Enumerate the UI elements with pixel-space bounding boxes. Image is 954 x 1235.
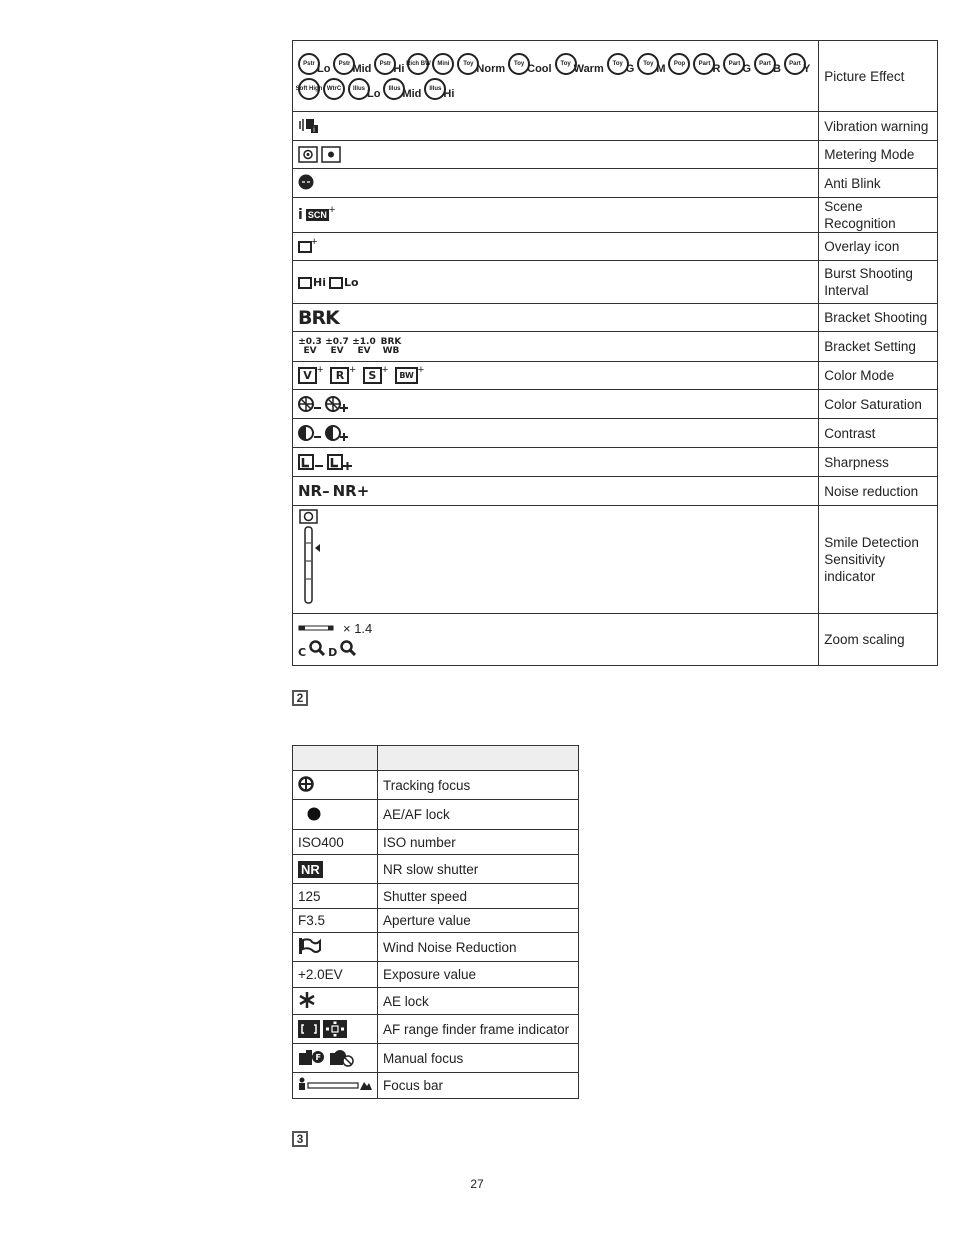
picture-effect-icon <box>348 78 380 100</box>
picture-effect-icon <box>637 53 665 75</box>
nr-minus-label: NR– <box>298 482 330 500</box>
nr-badge: NR <box>298 861 323 878</box>
table-row <box>293 614 938 666</box>
smile-detection-icon <box>293 506 819 614</box>
saturation-minus-icon <box>298 395 322 413</box>
table-row <box>293 390 938 419</box>
exposure-value: +2.0EV <box>293 962 378 988</box>
table-row <box>293 304 938 332</box>
bracket-setting-item: ±0.3 EV <box>298 336 322 356</box>
svg-text:F: F <box>315 1053 321 1062</box>
picture-effect-main-label: Toy <box>637 53 659 75</box>
color-mode-label: BW <box>395 367 417 384</box>
overlay-icon: + <box>293 233 819 261</box>
picture-effect-sub-label: Lo <box>317 62 331 75</box>
row-description: Color Saturation <box>819 390 938 419</box>
row-description: Burst Shooting Interval <box>819 261 938 304</box>
row-description: Manual focus <box>378 1044 579 1073</box>
bracket-setting-icons <box>293 332 819 362</box>
bracket-label: BRK <box>298 306 339 329</box>
zoom-letter-d: D <box>328 645 338 659</box>
table-row <box>293 506 938 614</box>
table-row <box>293 362 938 390</box>
picture-effect-main-label: Pstr <box>298 53 320 75</box>
color-saturation-icons <box>293 390 819 419</box>
vibration-warning-icon <box>293 112 819 141</box>
bracket-setting-item: ±0.7 EV <box>325 336 349 356</box>
manual-focus-lock-icon <box>329 1049 357 1067</box>
table-row <box>293 909 579 933</box>
row-description: Tracking focus <box>378 771 579 800</box>
aperture-value: F3.5 <box>293 909 378 933</box>
header-cell <box>378 746 579 771</box>
zoom-value: × 1.4 <box>343 620 373 636</box>
row-description: Exposure value <box>378 962 579 988</box>
picture-effect-main-label: WtrC <box>323 78 345 100</box>
row-description: NR slow shutter <box>378 855 579 884</box>
table-row <box>293 962 579 988</box>
picture-effect-icon <box>754 53 781 75</box>
zoom-letter-c: C <box>298 645 307 659</box>
picture-effect-main-label: Toy <box>607 53 629 75</box>
color-mode-icon: BW + <box>395 367 424 384</box>
wind-noise-reduction-icon <box>293 933 378 962</box>
row-description: Wind Noise Reduction <box>378 933 579 962</box>
color-mode-icons <box>293 362 819 390</box>
picture-effect-main-label: Toy <box>457 53 479 75</box>
picture-effect-icons <box>293 41 819 112</box>
shutter-speed-value: 125 <box>293 884 378 909</box>
picture-effect-icon <box>457 53 505 75</box>
multi-metering-icon <box>298 146 318 163</box>
bracket-shooting-icon <box>293 304 819 332</box>
picture-effect-icon <box>508 53 551 75</box>
color-mode-label: S <box>363 367 382 384</box>
header-cell <box>293 746 378 771</box>
row-description: Noise reduction <box>819 477 938 506</box>
svg-text:i: i <box>313 125 315 134</box>
table-row <box>293 419 938 448</box>
sharpness-icons <box>293 448 819 477</box>
table-row <box>293 800 579 830</box>
picture-effect-icon <box>668 53 690 75</box>
picture-effect-sub-label: R <box>712 62 721 75</box>
picture-effect-icon <box>407 53 429 75</box>
picture-effect-icon <box>784 53 810 75</box>
picture-effect-icon <box>383 78 421 100</box>
row-description: Sharpness <box>819 448 938 477</box>
picture-effect-sub-label: Norm <box>476 62 506 75</box>
row-description: Color Mode <box>819 362 938 390</box>
picture-effect-sub-label: G <box>625 62 635 75</box>
magnifier-icon <box>340 640 356 656</box>
picture-effect-icon <box>693 53 720 75</box>
picture-effect-main-label: Pstr <box>333 53 355 75</box>
burst-lo-icon <box>329 277 343 289</box>
picture-effect-icon <box>295 78 323 100</box>
row-description: ISO number <box>378 830 579 855</box>
picture-effect-sub-label: Cool <box>527 62 552 75</box>
nr-plus-label: NR+ <box>332 482 370 500</box>
contrast-plus-icon <box>325 424 349 442</box>
anti-blink-icon <box>293 169 819 198</box>
table-row <box>293 198 938 233</box>
picture-effect-main-label: Rich BW <box>407 53 429 75</box>
picture-effect-main-label: Toy <box>555 53 577 75</box>
saturation-plus-icon <box>325 395 349 413</box>
picture-effect-icon <box>432 53 454 75</box>
table-row <box>293 477 938 506</box>
display-indicator-table-1 <box>292 40 938 666</box>
sharpness-plus-icon <box>327 453 353 471</box>
picture-effect-sub-label: Hi <box>393 62 405 75</box>
af-frame-multi-icon <box>323 1020 347 1038</box>
table-row <box>293 169 938 198</box>
row-description: Anti Blink <box>819 169 938 198</box>
table-row <box>293 771 579 800</box>
table-row <box>293 855 579 884</box>
picture-effect-icon <box>723 53 751 75</box>
row-description: Metering Mode <box>819 141 938 169</box>
row-description: Aperture value <box>378 909 579 933</box>
ae-af-lock-icon <box>293 800 378 830</box>
burst-hi-icon <box>298 277 312 289</box>
sharpness-minus-icon <box>298 453 324 471</box>
picture-effect-main-label: Soft High <box>298 78 320 100</box>
tracking-focus-icon <box>293 771 378 800</box>
color-mode-label: R <box>330 367 349 384</box>
ae-lock-icon <box>293 988 378 1015</box>
picture-effect-main-label: Part <box>784 53 806 75</box>
row-description: Vibration warning <box>819 112 938 141</box>
color-mode-icon: S + <box>363 367 388 384</box>
row-description: AE/AF lock <box>378 800 579 830</box>
af-frame-center-icon <box>298 1020 320 1038</box>
section-number-2: 2 <box>292 690 308 706</box>
picture-effect-main-label: Illus <box>424 78 446 100</box>
picture-effect-sub-label: M <box>656 62 666 75</box>
magnifier-icon <box>309 640 325 656</box>
picture-effect-icon <box>323 78 345 100</box>
scene-recognition-icon: i SCN + <box>293 198 819 233</box>
burst-hi-label: Hi <box>313 276 326 290</box>
color-mode-label: V <box>298 367 317 384</box>
table-row <box>293 41 938 112</box>
page-number: 27 <box>470 1177 484 1191</box>
af-range-finder-icons <box>293 1015 378 1044</box>
picture-effect-main-label: Mini <box>432 53 454 75</box>
table-row <box>293 332 938 362</box>
picture-effect-row-2 <box>295 78 813 100</box>
picture-effect-sub-label: Hi <box>443 87 455 100</box>
row-description: Picture Effect <box>819 41 938 112</box>
table-row <box>293 261 938 304</box>
bracket-setting-list <box>298 338 403 356</box>
table-row <box>293 1044 579 1073</box>
picture-effect-row-1 <box>298 53 813 75</box>
burst-lo-label: Lo <box>343 276 359 290</box>
color-mode-icon: V + <box>298 367 323 384</box>
table-row <box>293 112 938 141</box>
picture-effect-icon <box>424 78 454 100</box>
picture-effect-main-label: Toy <box>508 53 530 75</box>
spot-metering-icon <box>321 146 341 163</box>
table-row <box>293 141 938 169</box>
table-header-row <box>293 746 579 771</box>
picture-effect-main-label: Part <box>754 53 776 75</box>
picture-effect-icon <box>374 53 404 75</box>
picture-effect-main-label: Pstr <box>374 53 396 75</box>
burst-interval-icons <box>293 261 819 304</box>
table-row <box>293 830 579 855</box>
picture-effect-sub-label: Y <box>802 62 811 75</box>
manual-focus-icon <box>298 1049 326 1067</box>
row-description: Bracket Setting <box>819 332 938 362</box>
focus-bar-icon <box>293 1073 378 1099</box>
picture-effect-icon <box>298 53 330 75</box>
row-description: Focus bar <box>378 1073 579 1099</box>
row-description: Smile Detection Sensitivity indicator <box>819 506 938 614</box>
picture-effect-sub-label: Mid <box>352 62 372 75</box>
metering-mode-icons <box>293 141 819 169</box>
row-description: Contrast <box>819 419 938 448</box>
row-description: Overlay icon <box>819 233 938 261</box>
display-indicator-table-2 <box>292 745 579 1099</box>
picture-effect-sub-label: Mid <box>402 87 422 100</box>
picture-effect-main-label: Part <box>723 53 745 75</box>
section-number-3: 3 <box>292 1131 308 1147</box>
picture-effect-main-label: Pop <box>668 53 690 75</box>
contrast-minus-icon <box>298 424 322 442</box>
bracket-setting-item: BRK WB <box>380 336 402 356</box>
zoom-scaling-icon <box>293 614 819 666</box>
zoom-bar-icon <box>298 624 336 632</box>
noise-reduction-icons <box>293 477 819 506</box>
row-description: Zoom scaling <box>819 614 938 666</box>
table-row <box>293 233 938 261</box>
picture-effect-main-label: Part <box>693 53 715 75</box>
contrast-icons <box>293 419 819 448</box>
picture-effect-sub-label: B <box>773 62 781 75</box>
table-row <box>293 933 579 962</box>
table-row <box>293 448 938 477</box>
picture-effect-main-label: Illus <box>348 78 370 100</box>
row-description: AF range finder frame indicator <box>378 1015 579 1044</box>
row-description: Shutter speed <box>378 884 579 909</box>
bracket-setting-item: ±1.0 EV <box>352 336 376 356</box>
picture-effect-icon <box>607 53 635 75</box>
table-row <box>293 988 579 1015</box>
picture-effect-sub-label: Lo <box>367 87 381 100</box>
picture-effect-icon <box>555 53 604 75</box>
table-row <box>293 1073 579 1099</box>
table-row <box>293 884 579 909</box>
picture-effect-main-label: Illus <box>383 78 405 100</box>
picture-effect-icon <box>333 53 371 75</box>
color-mode-icon: R + <box>330 367 355 384</box>
row-description: AE lock <box>378 988 579 1015</box>
row-description: Bracket Shooting <box>819 304 938 332</box>
picture-effect-sub-label: G <box>742 62 751 75</box>
table-row <box>293 1015 579 1044</box>
iso-value: ISO400 <box>293 830 378 855</box>
manual-focus-icons <box>293 1044 378 1073</box>
nr-slow-shutter-icon <box>293 855 378 884</box>
color-mode-list <box>298 363 428 384</box>
row-description: Scene Recognition <box>819 198 938 233</box>
picture-effect-sub-label: Warm <box>573 62 604 75</box>
